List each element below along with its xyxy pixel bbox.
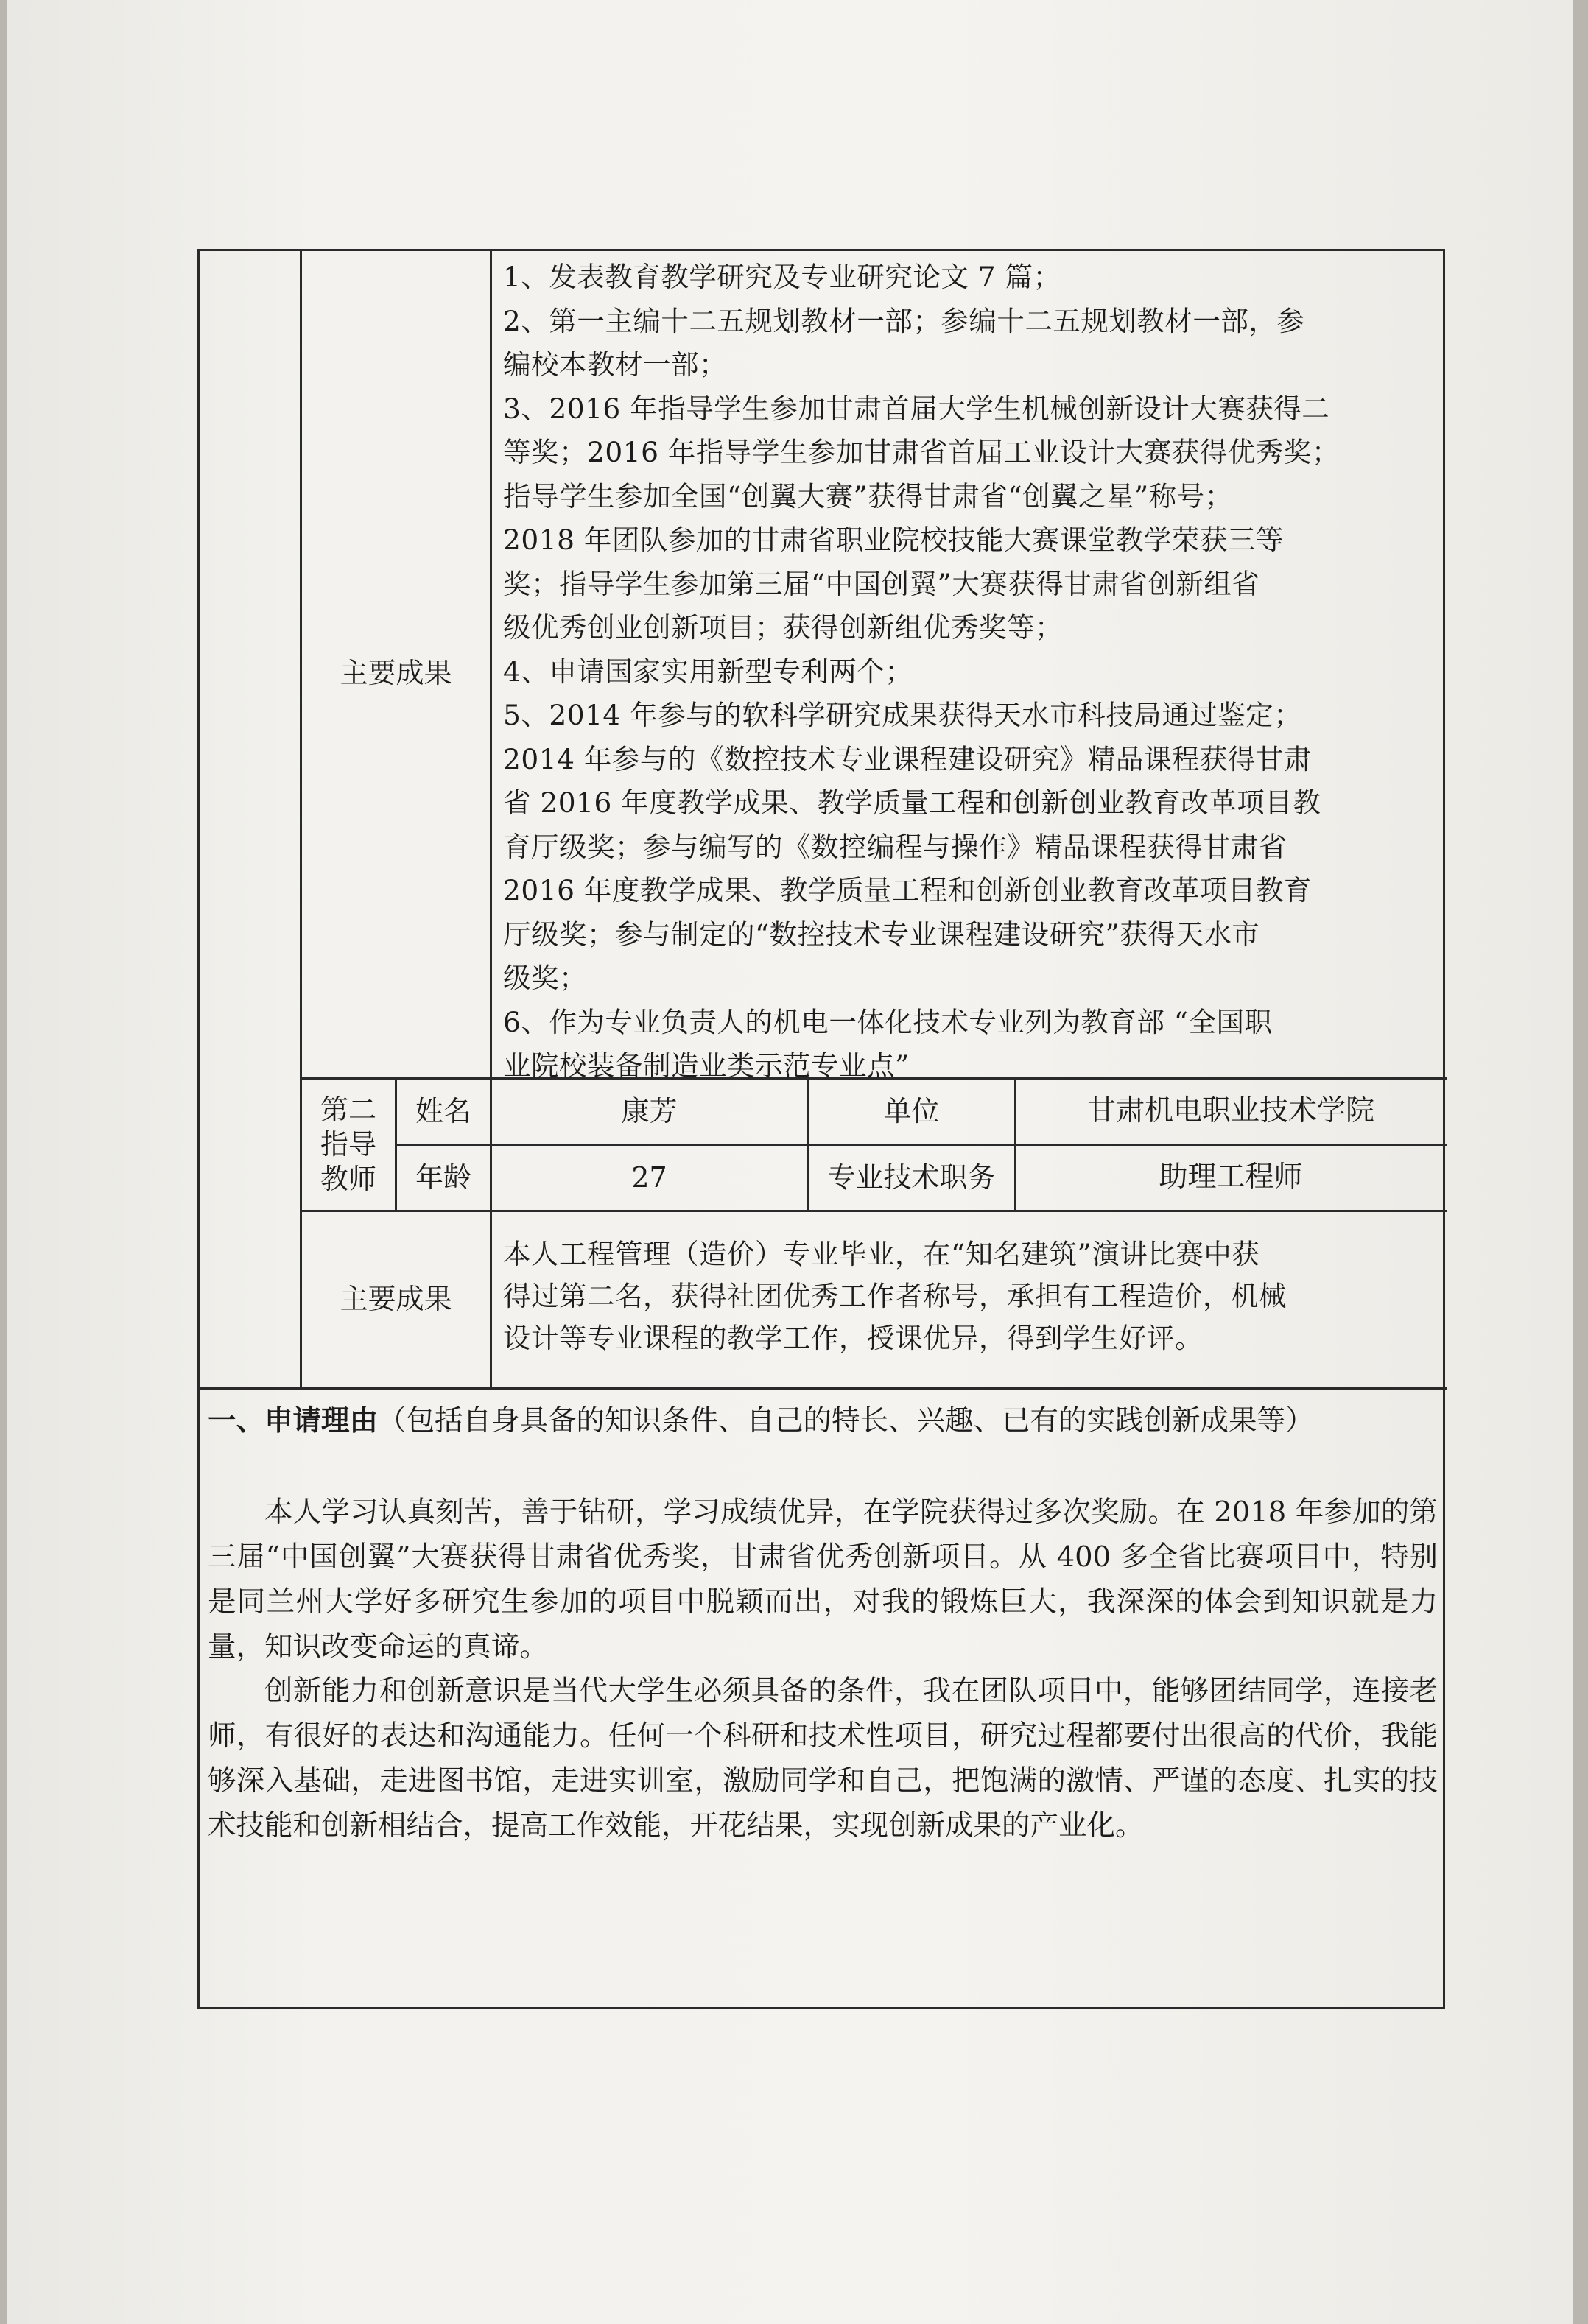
achievement-line: 6、作为专业负责人的机电一体化技术专业列为教育部 “全国职 <box>503 1005 1273 1038</box>
achievement-line: 本人工程管理（造价）专业毕业，在“知名建筑”演讲比赛中获 <box>503 1238 1260 1270</box>
achievement-line: 指导学生参加全国“创翼大赛”获得甘肃省“创翼之星”称号； <box>503 479 1233 513</box>
achievement-line: 编校本教材一部； <box>503 348 727 381</box>
application-reason-paragraph-2: 创新能力和创新意识是当代大学生必须具备的条件，我在团队项目中，能够团结同学，连接老师，有很好的表达和沟通能力。任何一个科研和技术性项目，研究过程都要付出很高的代价，我能够深入基础，走进图书馆，走进实训室，激励同学和自己，把饱满的激情、严谨的态度、扎实的技术技能和创新相结合，提高工作效能，开花结果，实现创新成果的产业化。 <box>208 1675 1438 1842</box>
achievement-line: 厅级奖；参与制定的“数控技术专业课程建设研究”获得天水市 <box>503 918 1260 951</box>
age-value: 27 <box>631 1161 667 1194</box>
achievement-line: 2018 年团队参加的甘肃省职业院校技能大赛课堂教学荣获三等 <box>503 524 1284 556</box>
achievement-line: 2016 年度教学成果、教学质量工程和创新创业教育改革项目教育 <box>503 874 1312 906</box>
second-teacher-achievements-text <box>503 1233 1438 1359</box>
section-label-line: 指导 <box>320 1128 376 1161</box>
achievement-line: 5、2014 年参与的软科学研究成果获得天水市科技局通过鉴定； <box>503 699 1302 731</box>
name-value: 康芳 <box>621 1094 678 1127</box>
application-reason-heading-bold: 一、申请理由 <box>208 1404 379 1437</box>
unit-value: 甘肃机电职业技术学院 <box>1086 1094 1374 1128</box>
section-label-line: 第二 <box>320 1094 376 1126</box>
achievement-line: 级奖； <box>503 962 587 994</box>
achievement-line: 得过第二名，获得社团优秀工作者称号，承担有工程造价，机械 <box>503 1280 1287 1312</box>
achievement-line: 3、2016 年指导学生参加甘肃首届大学生机械创新设计大赛获得二 <box>503 392 1330 425</box>
achievement-line: 2、第一主编十二五规划教材一部；参编十二五规划教材一部，参 <box>503 304 1305 337</box>
achievement-line: 奖；指导学生参加第三届“中国创翼”大赛获得甘肃省创新组省 <box>503 567 1260 600</box>
achievement-line: 育厅级奖；参与编写的《数控编程与操作》精品课程获得甘肃省 <box>503 830 1287 863</box>
achievement-line: 2014 年参与的《数控技术专业课程建设研究》精品课程获得甘肃 <box>503 742 1312 775</box>
application-reason-paragraph-1: 本人学习认真刻苦，善于钻研，学习成绩优异，在学院获得过多次奖励。在 2018 年参加的第三届“中国创翼”大赛获得甘肃省优秀奖，甘肃省优秀创新项目。从 400 多全省比赛项目中，特别是同兰州大学好多研究生参加的项目中脱颖而出，对我的锻炼巨大，我深深的体会到知识就是力量，知识改变命运的真谛。 <box>208 1496 1438 1663</box>
application-reason-heading-note: （包括自身具备的知识条件、自己的特长、兴趣、已有的实践创新成果等） <box>378 1404 1314 1437</box>
table-divider <box>490 251 492 1387</box>
professional-title-value: 助理工程师 <box>1159 1161 1303 1194</box>
professional-title-label: 专业技术职务 <box>827 1161 996 1194</box>
first-teacher-achievements-label: 主要成果 <box>340 657 452 689</box>
achievement-line: 设计等专业课程的教学工作，授课优异，得到学生好评。 <box>503 1322 1203 1354</box>
name-label: 姓名 <box>415 1094 471 1127</box>
achievement-line: 级优秀创业创新项目；获得创新组优秀奖等； <box>503 611 1063 644</box>
unit-label: 单位 <box>883 1094 940 1127</box>
achievement-line: 4、申请国家实用新型专利两个； <box>503 655 913 688</box>
achievement-line: 等奖；2016 年指导学生参加甘肃省首届工业设计大赛获得优秀奖； <box>503 436 1340 468</box>
achievement-line: 1、发表教育教学研究及专业研究论文 7 篇； <box>503 261 1061 293</box>
achievement-line: 业院校装备制造业类示范专业点” <box>503 1049 910 1082</box>
section-label-line: 教师 <box>320 1163 376 1195</box>
application-reason-heading <box>208 1399 1438 1443</box>
second-teacher-section-label <box>302 1080 395 1210</box>
document-page <box>7 0 1573 2324</box>
table-divider <box>200 1387 1447 1390</box>
achievement-line: 省 2016 年度教学成果、教学质量工程和创新创业教育改革项目教 <box>503 786 1321 819</box>
age-label: 年龄 <box>415 1161 471 1194</box>
second-teacher-achievements-label: 主要成果 <box>340 1283 452 1316</box>
first-teacher-achievements-text <box>503 256 1438 1088</box>
